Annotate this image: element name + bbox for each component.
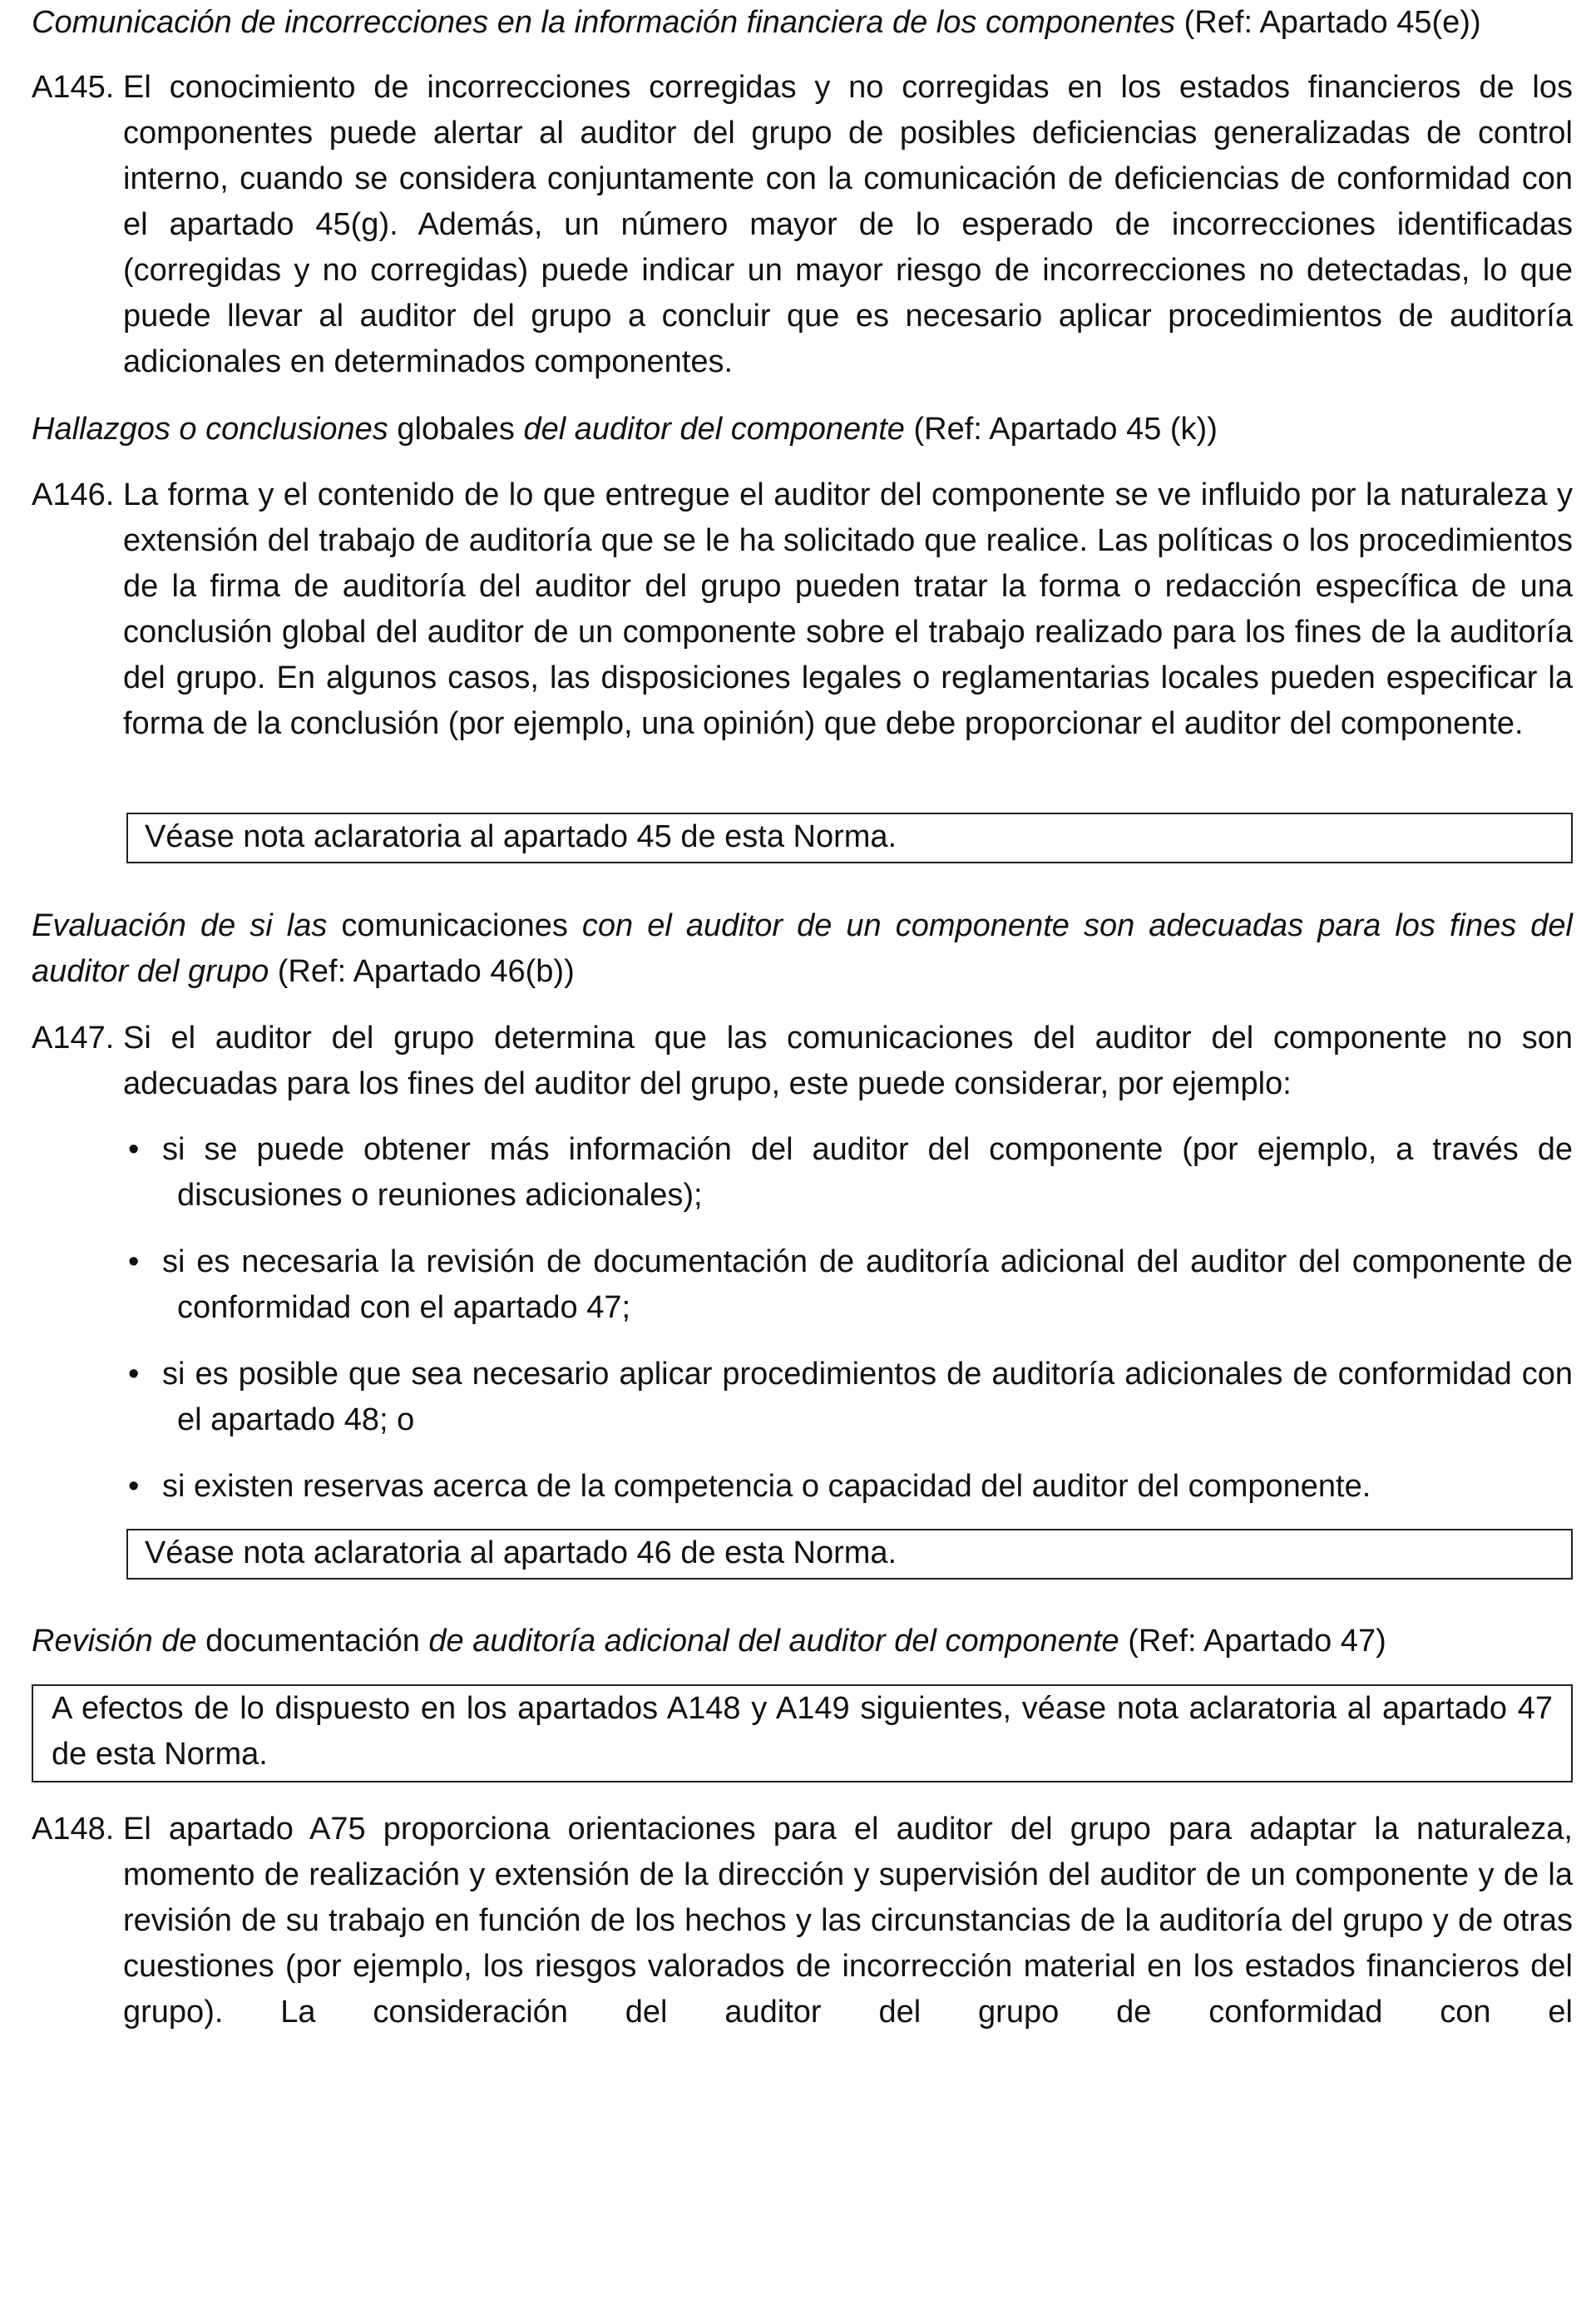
bullet-item [32,1352,1573,1443]
heading-plain: documentación [196,1624,429,1659]
bullet-icon: • [128,1469,140,1504]
paragraph-a146 [32,472,1573,747]
bullet-icon: • [128,1244,140,1279]
bullet-icon: • [128,1357,140,1392]
bullet-item [32,1127,1573,1219]
paragraph-a148 [32,1807,1573,2035]
paragraph-a145 [32,65,1573,385]
bullet-item [32,1464,1573,1510]
note-box [126,813,1573,863]
bullet-text: si es necesaria la revisión de documentación de auditoría adicional del auditor del componente de conformidad con el apartado 47; [162,1244,1573,1325]
paragraph-text: La forma y el contenido de lo que entregue el auditor del componente se ve influido por la naturaleza y extensión del trabajo de auditoría que se le ha solicitado que realice. Las políticas o los procedimientos de la firma de auditoría del auditor del grupo pueden tratar la forma o redacción específica de una conclusión global del auditor de un componente sobre el trabajo realizado para los fines de la auditoría del grupo. En algunos casos, las disposiciones legales o reglamentarias locales pueden especificar la forma de la conclusión (por ejemplo, una opinión) que debe proporcionar el auditor del componente. [123,477,1573,741]
paragraph-number: A148. [32,1812,115,1847]
note-text: Véase nota aclaratoria al apartado 46 de esta Norma. [145,1535,897,1570]
paragraph-number: A147. [32,1021,115,1056]
paragraph-number: A146. [32,477,115,512]
heading-ref: (Ref: Apartado 47) [1119,1624,1386,1659]
note-text: Véase nota aclaratoria al apartado 45 de esta Norma. [145,819,897,854]
bullet-text: si se puede obtener más información del auditor del componente (por ejemplo, a través de discusiones o reuniones adicionales); [162,1132,1573,1213]
paragraph-a147 [32,1016,1573,1107]
heading-ref: (Ref: Apartado 45 (k)) [904,412,1218,447]
paragraph-text: El apartado A75 proporciona orientaciones para el auditor del grupo para adaptar la naturaleza, momento de realización y extensión de la dirección y supervisión del auditor de un componente y de la revisión de su trabajo en función de los hechos y las circunstancias de la auditoría del grupo y de otras cuestiones (por ejemplo, los riesgos valorados de incorrección material en los estados financieros del grupo). La consideración del auditor del grupo de conformidad con el [123,1812,1573,2030]
heading-ref: (Ref: Apartado 46(b)) [269,954,575,989]
paragraph-text: El conocimiento de incorrecciones corregidas y no corregidas en los estados financieros de los componentes puede alertar al auditor del grupo de posibles deficiencias generalizadas de control interno, cuando se considera conjuntamente con la comunicación de deficiencias de conformidad con el apartado 45(g). Además, un número mayor de lo esperado de incorrecciones identificadas (corregidas y no corregidas) puede indicar un mayor riesgo de incorrecciones no detectadas, lo que puede llevar al auditor del grupo a concluir que es necesario aplicar procedimientos de auditoría adicionales en determinados componentes. [123,70,1573,379]
note-box [32,1684,1573,1782]
heading-italic: Revisión de [32,1624,197,1659]
heading-italic: Evaluación de si las [32,908,328,943]
heading-italic: con el auditor de un componente son adecuadas para los fines del auditor del grupo [32,908,1573,989]
bullet-icon: • [128,1132,140,1167]
paragraph-text: Si el auditor del grupo determina que las comunicaciones del auditor del componente no son adecuadas para los fines del auditor del grupo, este puede considerar, por ejemplo: [123,1021,1573,1101]
note-text: A efectos de lo dispuesto en los apartados A148 y A149 siguientes, véase nota aclaratoria al apartado 47 de esta Norma. [52,1691,1553,1772]
heading-italic: Comunicación de incorrecciones en la información financiera de los componentes [32,5,1176,40]
heading-communication-misstatements [32,0,1573,46]
heading-ref: (Ref: Apartado 45(e)) [1175,5,1481,40]
note-box [126,1529,1573,1580]
heading-italic: del auditor del componente [523,412,905,447]
heading-findings-conclusions [32,407,1573,452]
bullet-text: si es posible que sea necesario aplicar procedimientos de auditoría adicionales de conformidad con el apartado 48; o [162,1357,1573,1437]
bullet-item [32,1239,1573,1331]
heading-italic: de auditoría adicional del auditor del componente [428,1624,1119,1659]
heading-italic: Hallazgos o conclusiones [32,412,388,447]
heading-plain: globales [388,412,524,447]
heading-review-documentation [32,1619,1573,1664]
heading-plain: comunicaciones [327,908,582,943]
heading-evaluation-communications [32,903,1573,995]
paragraph-number: A145. [32,70,115,105]
bullet-text: si existen reservas acerca de la competencia o capacidad del auditor del componente. [162,1469,1371,1504]
